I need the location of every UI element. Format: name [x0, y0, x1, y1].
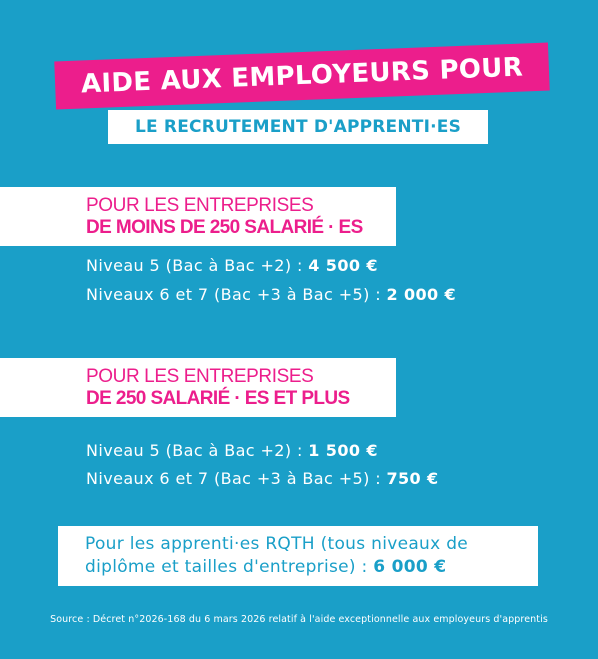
rqth-line2: [85, 556, 538, 579]
aid-row-amount: 1 500 €: [308, 441, 378, 460]
rqth-amount: 6 000 €: [373, 557, 447, 577]
title-banner: [54, 43, 549, 110]
rqth-line2-text: diplôme et tailles d'entreprise) :: [85, 557, 374, 577]
section-heading-line1: POUR LES ENTREPRISES: [86, 194, 314, 216]
page-title: AIDE AUX EMPLOYEURS POUR: [80, 52, 524, 100]
section-heading-line2: DE 250 SALARIÉ · ES ET PLUS: [86, 387, 350, 409]
aid-row-label: Niveaux 6 et 7 (Bac +3 à Bac +5) :: [86, 285, 387, 304]
section-heading-large-companies: [0, 358, 396, 417]
section-heading-line1: POUR LES ENTREPRISES: [86, 365, 314, 387]
aid-row-amount: 750 €: [386, 469, 439, 488]
section-heading-small-companies: [0, 187, 396, 246]
aid-row: [86, 469, 439, 488]
aid-row: [86, 441, 378, 460]
aid-row-label: Niveau 5 (Bac à Bac +2) :: [86, 256, 309, 275]
aid-row: [86, 285, 456, 304]
aid-row-amount: 4 500 €: [308, 256, 378, 275]
aid-row-amount: 2 000 €: [386, 285, 457, 304]
page-subtitle: LE RECRUTEMENT D'APPRENTI·ES: [134, 117, 462, 137]
subtitle-box: [108, 110, 488, 144]
aid-row: [86, 256, 378, 275]
aid-row-label: Niveaux 6 et 7 (Bac +3 à Bac +5) :: [86, 469, 387, 488]
section-heading-line2: DE MOINS DE 250 SALARIÉ · ES: [86, 216, 363, 238]
aid-row-label: Niveau 5 (Bac à Bac +2) :: [86, 441, 309, 460]
rqth-line1: Pour les apprenti·es RQTH (tous niveaux de: [85, 534, 469, 554]
rqth-box: [58, 526, 538, 586]
source-note: Source : Décret n°2026-168 du 6 mars 2026 relatif à l'aide exceptionnelle aux employeurs d'apprentis: [50, 614, 548, 625]
